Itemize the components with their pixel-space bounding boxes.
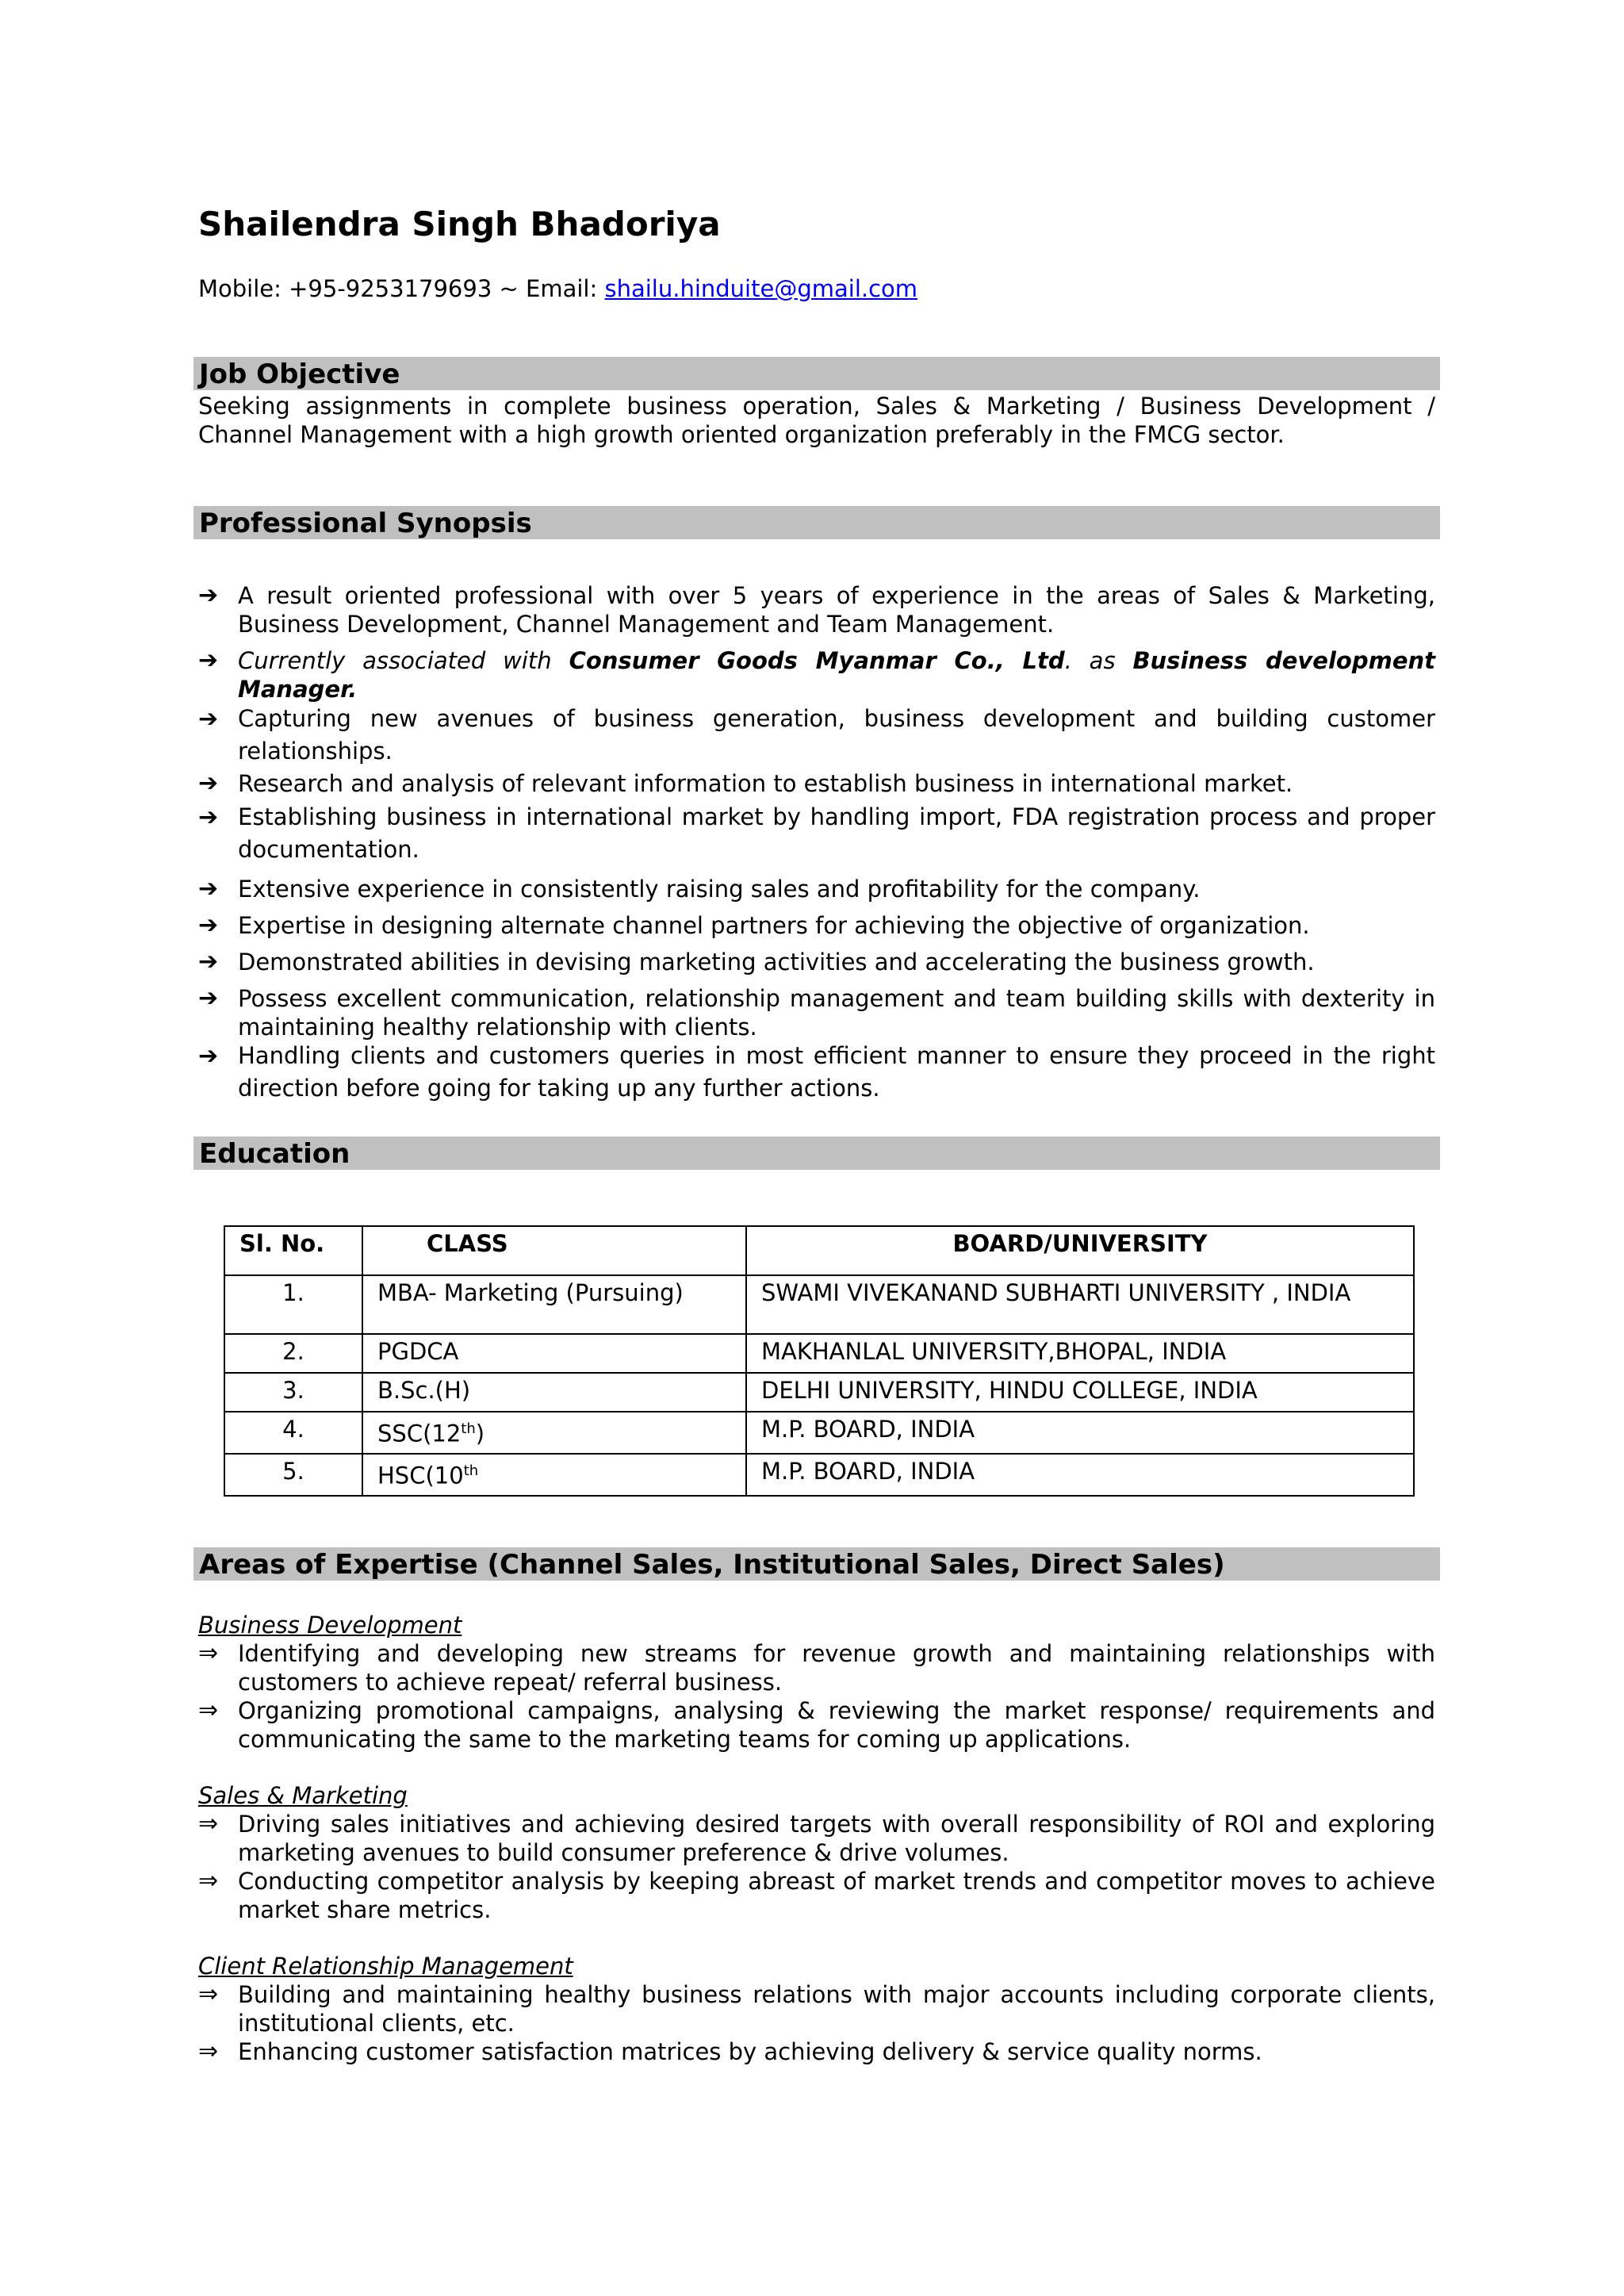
table-row	[224, 1454, 1414, 1496]
arrow-right-icon: ➔	[198, 911, 219, 939]
email-link[interactable]: shailu.hinduite@gmail.com	[604, 275, 918, 302]
arrow-right-icon: ➔	[198, 984, 219, 1012]
job-objective-text: Seeking assignments in complete business operation, Sales & Marketing / Business Development / Channel Management with a high growth oriented organization preferably in the FMCG sector.	[198, 393, 1435, 448]
table-cell: SSC(12th)	[362, 1412, 746, 1454]
table-cell: M.P. BOARD, INDIA	[746, 1454, 1414, 1496]
candidate-name: Shailendra Singh Bhadoriya	[198, 205, 721, 243]
table-cell: 5.	[224, 1454, 362, 1496]
section-areas-of-expertise: Areas of Expertise (Channel Sales, Institutional Sales, Direct Sales)	[193, 1547, 1440, 1581]
section-professional-synopsis: Professional Synopsis	[193, 506, 1440, 539]
implies-arrow-icon: ⇒	[198, 1980, 219, 2008]
table-cell: 2.	[224, 1334, 362, 1373]
table-row	[224, 1334, 1414, 1373]
table-cell: DELHI UNIVERSITY, HINDU COLLEGE, INDIA	[746, 1373, 1414, 1412]
list-item: ⇒ Enhancing customer satisfaction matrices by achieving delivery & service quality norms.	[198, 2037, 1262, 2065]
arrow-right-icon: ➔	[198, 769, 219, 797]
table-cell: MAKHANLAL UNIVERSITY,BHOPAL, INDIA	[746, 1334, 1414, 1373]
table-cell: 4.	[224, 1412, 362, 1454]
arrow-right-icon: ➔	[198, 705, 219, 733]
column-header: Sl. No.	[224, 1226, 362, 1275]
table-cell: 3.	[224, 1373, 362, 1412]
table-row	[224, 1373, 1414, 1412]
list-item: ➔ Establishing business in international market by handling import, FDA registration process and proper documentation.	[198, 801, 1435, 866]
list-item: ➔ Possess excellent communication, relationship management and team building skills with dexterity in maintaining healthy relationship with clients.	[198, 984, 1435, 1041]
arrow-right-icon: ➔	[198, 581, 219, 609]
list-item: ➔ A result oriented professional with over 5 years of experience in the areas of Sales & Marketing, Business Development, Channel Management and Team Management.	[198, 581, 1435, 638]
list-item: ➔ Capturing new avenues of business generation, business development and building customer relationships.	[198, 703, 1435, 768]
list-item: ➔ Extensive experience in consistently raising sales and profitability for the company.	[198, 875, 1201, 903]
table-cell: B.Sc.(H)	[362, 1373, 746, 1412]
table-cell: HSC(10th	[362, 1454, 746, 1496]
subheading-business-development: Business Development	[198, 1612, 462, 1639]
implies-arrow-icon: ⇒	[198, 1867, 219, 1895]
arrow-right-icon: ➔	[198, 803, 219, 831]
list-item: ➔ Research and analysis of relevant information to establish business in international market.	[198, 769, 1293, 797]
subheading-sales-marketing: Sales & Marketing	[198, 1782, 408, 1809]
table-row	[224, 1275, 1414, 1334]
arrow-right-icon: ➔	[198, 875, 219, 903]
education-table	[224, 1225, 1415, 1497]
implies-arrow-icon: ⇒	[198, 1639, 219, 1667]
table-row	[224, 1412, 1414, 1454]
table-cell: 1.	[224, 1275, 362, 1334]
list-item: ➔ Currently associated with Consumer Goods Myanmar Co., Ltd. as Business development Manager.	[198, 646, 1435, 703]
column-header: CLASS	[362, 1226, 746, 1275]
mobile-text: Mobile: +95-9253179693 ~ Email:	[198, 275, 605, 302]
list-item: ⇒ Organizing promotional campaigns, analysing & reviewing the market response/ requirements and communicating the same to the marketing teams for coming up applications.	[198, 1696, 1435, 1753]
list-item: ➔ Expertise in designing alternate channel partners for achieving the objective of organization.	[198, 911, 1310, 939]
section-job-objective: Job Objective	[193, 357, 1440, 390]
column-header: BOARD/UNIVERSITY	[746, 1226, 1414, 1275]
table-cell: MBA- Marketing (Pursuing)	[362, 1275, 746, 1334]
section-education: Education	[193, 1137, 1440, 1170]
implies-arrow-icon: ⇒	[198, 1810, 219, 1838]
table-cell: PGDCA	[362, 1334, 746, 1373]
job-role: Business development Manager.	[238, 647, 1435, 703]
implies-arrow-icon: ⇒	[198, 1696, 219, 1724]
arrow-right-icon: ➔	[198, 646, 219, 674]
list-item: ⇒ Identifying and developing new streams for revenue growth and maintaining relationships with customers to achieve repeat/ referral business.	[198, 1639, 1435, 1696]
company-name: Consumer Goods Myanmar Co., Ltd	[569, 647, 1065, 674]
list-item: ➔ Handling clients and customers queries in most efficient manner to ensure they proceed in the right direction before going for taking up any further actions.	[198, 1040, 1435, 1105]
list-item: ⇒ Driving sales initiatives and achieving desired targets with overall responsibility of ROI and exploring marketing avenues to build consumer preference & drive volumes.	[198, 1810, 1435, 1866]
list-item: ➔ Demonstrated abilities in devising marketing activities and accelerating the business growth.	[198, 948, 1315, 976]
contact-line	[198, 273, 917, 305]
table-header-row	[224, 1226, 1414, 1275]
arrow-right-icon: ➔	[198, 1042, 219, 1070]
arrow-right-icon: ➔	[198, 948, 219, 976]
subheading-client-relationship-management: Client Relationship Management	[198, 1953, 573, 1980]
table-cell: M.P. BOARD, INDIA	[746, 1412, 1414, 1454]
list-item: ⇒ Conducting competitor analysis by keeping abreast of market trends and competitor moves to achieve market share metrics.	[198, 1867, 1435, 1923]
list-item: ⇒ Building and maintaining healthy business relations with major accounts including corporate clients, institutional clients, etc.	[198, 1980, 1435, 2037]
table-cell: SWAMI VIVEKANAND SUBHARTI UNIVERSITY , INDIA	[746, 1275, 1414, 1334]
implies-arrow-icon: ⇒	[198, 2037, 219, 2065]
